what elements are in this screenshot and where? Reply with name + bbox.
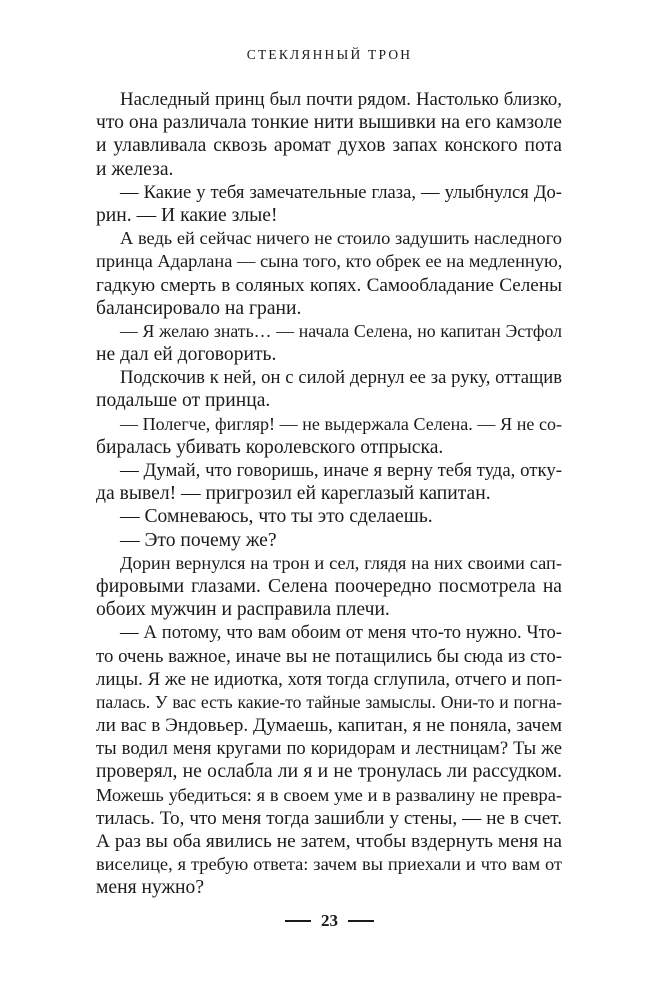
text-line: А раз вы оба явились не затем, чтобы вздернуть меня на <box>96 831 562 852</box>
folio-rule-left <box>285 920 311 922</box>
text-line: принца Адарлана — сына того, кто обрек ее на медленную, <box>96 251 563 272</box>
text-line: — Это почему же? <box>120 529 277 551</box>
body-text <box>96 88 562 900</box>
text-line: ты водил меня кругами по коридорам и лестницам? Ты же <box>96 738 562 760</box>
text-line: то очень важное, иначе вы не потащились бы сюда из сто- <box>96 645 562 667</box>
page-number: 23 <box>321 911 338 930</box>
text-line: гадкую смерть в соляных копях. Самообладание Селены <box>96 274 562 296</box>
text-line: и улавливала сквозь аромат духов запах конского пота <box>96 135 562 157</box>
folio-rule-right <box>348 920 374 922</box>
text-line: лицы. Я же не идиотка, хотя тогда сглупила, отчего и поп- <box>96 668 562 690</box>
running-head: СТЕКЛЯННЫЙ ТРОН <box>246 47 413 62</box>
text-line: рин. — И какие злые! <box>96 204 278 226</box>
text-line: и железа. <box>96 158 174 180</box>
text-line: — Какие у тебя замечательные глаза, — улыбнулся До- <box>120 181 562 203</box>
text-line: А ведь ей сейчас ничего не стоило задушить наследного <box>120 228 562 249</box>
text-line: обоих мужчин и расправила плечи. <box>96 599 390 621</box>
text-line: не дал ей договорить. <box>96 344 277 366</box>
text-line: — Сомневаюсь, что ты это сделаешь. <box>120 506 433 528</box>
text-line: Подскочив к ней, он с силой дернул ее за руку, оттащив <box>120 367 562 389</box>
text-line: подальше от принца. <box>96 390 271 412</box>
page-footer <box>0 911 659 931</box>
text-line: виселице, я требую ответа: зачем вы приехали и что вам от <box>96 854 562 875</box>
text-line: балансировало на грани. <box>96 297 302 319</box>
text-line: биралась убивать королевского отпрыска. <box>96 436 444 458</box>
text-line: тилась. То, что меня тогда зашибли у стены, — не в счет. <box>96 807 562 829</box>
text-line: Можешь убедиться: я в своем уме и в развалину не превра- <box>96 784 562 805</box>
text-line: ли вас в Эндовьер. Думаешь, капитан, я не поняла, зачем <box>96 715 562 737</box>
text-line: — Думай, что говоришь, иначе я верну тебя туда, отку- <box>120 460 562 481</box>
text-line: — Полегче, фигляр! — не выдержала Селена. — Я не со- <box>120 413 562 434</box>
text-line: проверял, не ослабла ли я и не тронулась ли рассудком. <box>96 761 562 783</box>
text-line: да вывел! — пригрозил ей кареглазый капитан. <box>96 483 491 505</box>
text-line: меня нужно? <box>96 877 205 899</box>
text-line: — Я желаю знать… — начала Селена, но капитан Эстфол <box>120 320 562 341</box>
text-line: Дорин вернулся на трон и сел, глядя на них своими сап- <box>120 552 562 573</box>
text-line: Наследный принц был почти рядом. Настолько близко, <box>120 89 562 110</box>
text-line: что она различала тонкие нити вышивки на его камзоле <box>96 112 562 134</box>
text-line: — А потому, что вам обоим от меня что-то нужно. Что- <box>120 622 562 644</box>
text-line: палась. У вас есть какие-то тайные замыслы. Они-то и погна- <box>96 691 562 712</box>
text-line: фировыми глазами. Селена поочередно посмотрела на <box>96 575 562 597</box>
